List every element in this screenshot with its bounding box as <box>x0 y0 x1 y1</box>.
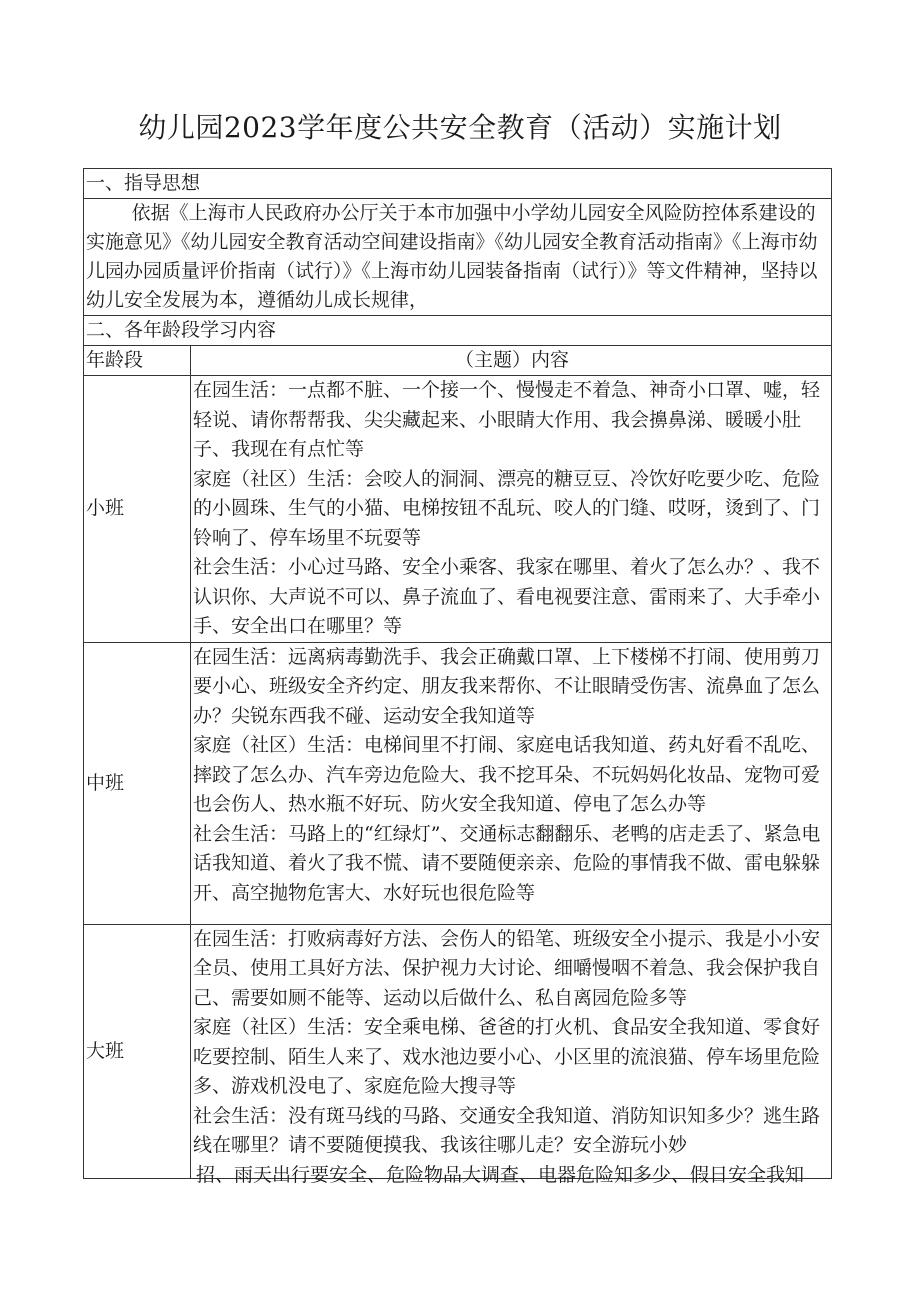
age-cell-small: 小班 <box>84 376 191 643</box>
column-header-age: 年龄段 <box>84 346 191 376</box>
content-cell-middle <box>191 642 832 924</box>
content-cell-small <box>191 376 832 643</box>
section1-body-row <box>84 199 832 316</box>
age-cell-large: 大班 <box>84 924 191 1178</box>
content-line: 家庭（社区）生活：电梯间里不打闹、家庭电话我知道、药丸好看不乱吃、摔跤了怎么办、汽车旁边危险大、我不挖耳朵、不玩妈妈化妆品、宠物可爱也会伤人、热水瓶不好玩、防火安全我知道、停电了怎么办等 <box>193 734 821 815</box>
age-cell-middle: 中班 <box>84 642 191 924</box>
content-cell-large <box>191 924 832 1178</box>
content-line: 家庭（社区）生活：会咬人的洞洞、漂亮的糖豆豆、冷饮好吃要少吃、危险的小圆珠、生气的小猫、电梯按钮不乱玩、咬人的门缝、哎呀，烫到了、门铃响了、停车场里不玩耍等 <box>193 467 821 549</box>
content-line: 在园生活：打败病毒好方法、会伤人的铅笔、班级安全小提示、我是小小安全员、使用工具好方法、保护视力大讨论、细嚼慢咽不着急、我会保护我自己、需要如厕不能等、运动以后做什么、私自离园危险多等 <box>193 927 821 1009</box>
table-row <box>84 642 832 924</box>
content-line: 社会生活：小心过马路、安全小乘客、我家在哪里、着火了怎么办？、我不认识你、大声说不可以、鼻子流血了、看电视要注意、雷雨来了、大手牵小手、安全出口在哪里？等 <box>193 556 821 637</box>
continuation-text: 招、雨天出行要安全、危险物品大调查、电器危险知多少、假日安全我知 <box>196 1164 805 1186</box>
section1-heading-row <box>84 169 832 199</box>
section1-heading: 一、指导思想 <box>84 169 832 199</box>
table-header-row <box>84 346 832 376</box>
content-line: 家庭（社区）生活：安全乘电梯、爸爸的打火机、食品安全我知道、零食好吃要控制、陌生人来了、戏水池边要小心、小区里的流浪猫、停车场里危险多、游戏机没电了、家庭危险大搜寻等 <box>193 1016 821 1097</box>
section1-body: 依据《上海市人民政府办公厅关于本市加强中小学幼儿园安全风险防控体系建设的实施意见》《幼儿园安全教育活动空间建设指南》《幼儿园安全教育活动指南》《上海市幼儿园办园质量评价指南（试行）》《上海市幼儿园装备指南（试行）》等文件精神，坚持以幼儿安全发展为本，遵循幼儿成长规律， <box>84 199 832 316</box>
table-row <box>84 376 832 643</box>
section2-heading: 二、各年龄段学习内容 <box>84 316 832 346</box>
page-title: 幼儿园2023学年度公共安全教育（活动）实施计划 <box>138 111 782 144</box>
content-line: 在园生活：远离病毒勤洗手、我会正确戴口罩、上下楼梯不打闹、使用剪刀要小心、班级安全齐约定、朋友我来帮你、不让眼睛受伤害、流鼻血了怎么办？尖锐东西我不碰、运动安全我知道等 <box>193 645 821 727</box>
plan-table <box>83 168 832 1179</box>
content-line: 社会生活：马路上的“红绿灯”、交通标志翻翻乐、老鸭的店走丢了、紧急电话我知道、着火了我不慌、请不要随便亲亲、危险的事情我不做、雷电躲躲开、高空抛物危害大、水好玩也很危险等 <box>193 822 821 904</box>
section2-heading-row <box>84 316 832 346</box>
content-line: 在园生活：一点都不脏、一个接一个、慢慢走不着急、神奇小口罩、嘘，轻轻说、请你帮帮我、尖尖藏起来、小眼睛大作用、我会擤鼻涕、暖暖小肚子、我现在有点忙等 <box>193 379 821 460</box>
column-header-content: （主题）内容 <box>191 346 832 376</box>
table-row <box>84 924 832 1178</box>
content-line: 社会生活：没有斑马线的马路、交通安全我知道、消防知识知多少？逃生路线在哪里？请不要随便摸我、我该往哪儿走？安全游玩小妙 <box>193 1104 821 1156</box>
